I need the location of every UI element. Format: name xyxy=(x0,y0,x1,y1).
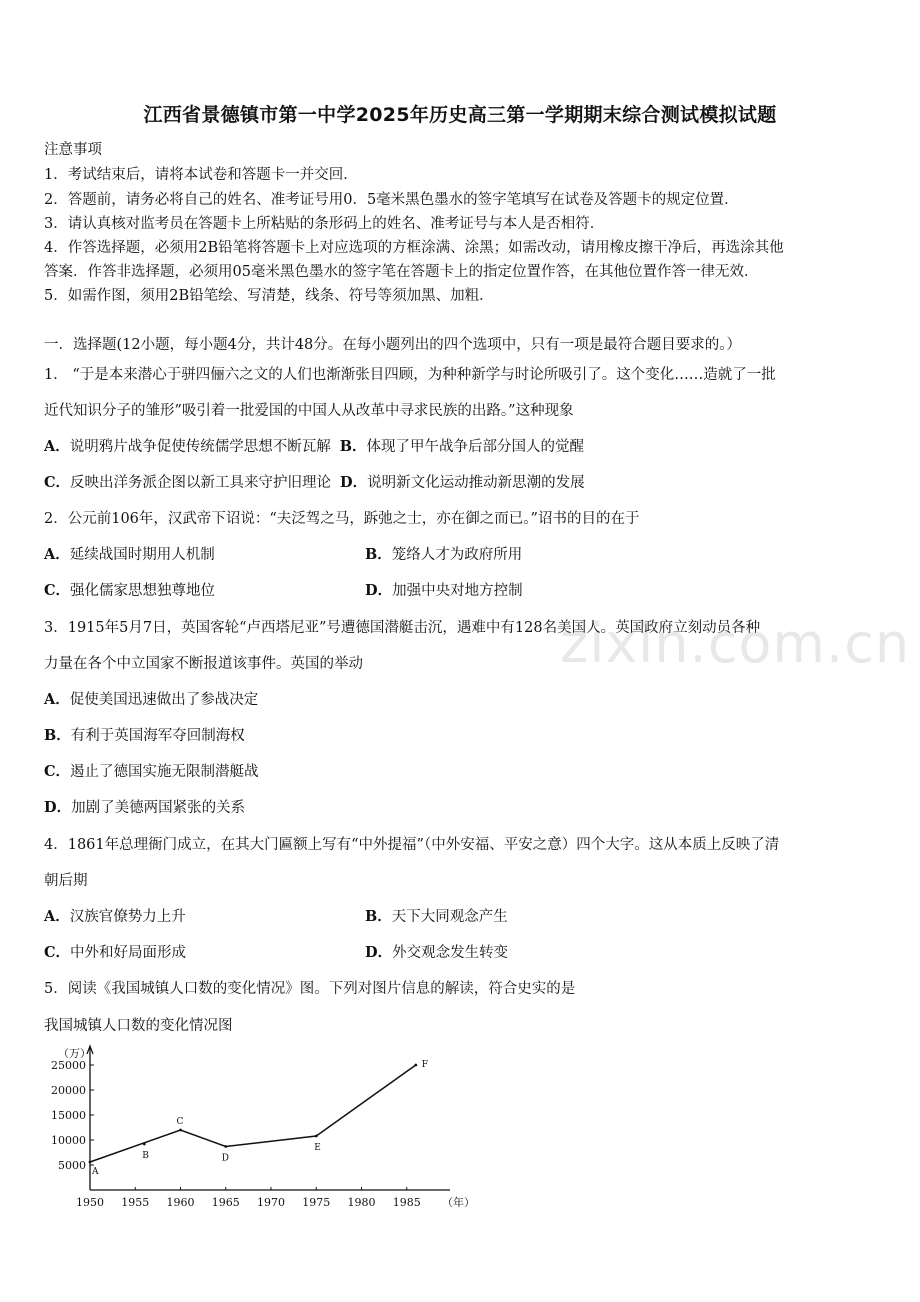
x-tick-label: 1975 xyxy=(302,1196,331,1209)
notice-item-2: 2．答题前，请务必将自己的姓名、准考证号用0．5毫米黑色墨水的签字笔填写在试卷及答题卡的规定位置． xyxy=(44,192,739,208)
q2-option-d-row xyxy=(365,579,523,600)
q3-option-b[interactable]: 有利于英国海军夺回制海权 xyxy=(70,728,245,744)
q2-option-d[interactable]: 加强中央对地方控制 xyxy=(392,583,523,599)
q3-option-d-letter: D． xyxy=(44,799,72,816)
data-point xyxy=(224,1145,227,1148)
q2-option-b-letter: B． xyxy=(365,546,392,563)
q1-options-ab xyxy=(44,435,584,456)
section-heading: 一．选择题(12小题，每小题4分，共计48分。在每小题列出的四个选项中，只有一项是最符合题目要求的。） xyxy=(44,337,742,353)
q3-option-b-letter: B． xyxy=(44,727,71,744)
q2-option-d-letter: D． xyxy=(365,582,393,599)
q4-option-b[interactable]: 天下大同观念产生 xyxy=(391,909,508,925)
q4-option-a-row xyxy=(44,905,186,926)
notice-item-3: 3．请认真核对监考员在答题卡上所粘贴的条形码上的姓名、准考证号与本人是否相符． xyxy=(44,216,605,232)
y-tick-label: 15000 xyxy=(51,1109,86,1122)
x-axis-unit: （年） xyxy=(442,1196,475,1209)
q3-option-c[interactable]: 遏止了德国实施无限制潜艇战 xyxy=(70,764,259,780)
q4-option-c[interactable]: 中外和好局面形成 xyxy=(70,945,187,961)
point-label: E xyxy=(314,1143,321,1153)
q4-stem-2: 朝后期 xyxy=(44,873,88,889)
q1-option-a-letter: A． xyxy=(44,438,70,455)
point-label: F xyxy=(421,1060,429,1070)
q1-option-b-letter: B． xyxy=(339,438,367,455)
q1-option-a[interactable]: 说明鸦片战争促使传统儒学思想不断瓦解 xyxy=(69,439,331,455)
q2-option-c-letter: C． xyxy=(44,582,71,599)
data-point xyxy=(179,1129,182,1132)
q1-option-b[interactable]: 体现了甲午战争后部分国人的觉醒 xyxy=(366,439,585,455)
x-tick-label: 1955 xyxy=(121,1196,150,1209)
q2-option-a-row xyxy=(44,543,215,564)
data-point xyxy=(143,1143,146,1146)
point-label: B xyxy=(142,1151,149,1161)
q2-option-b[interactable]: 笼络人才为政府所用 xyxy=(391,547,523,563)
q2-option-c-row xyxy=(44,579,215,600)
q3-stem-1: 3．1915年5月7日，英国客轮“卢西塔尼亚”号遭德国潜艇击沉，遇难中有128名美国人。英国政府立刻动员各种 xyxy=(44,620,761,636)
q4-option-a[interactable]: 汉族官僚势力上升 xyxy=(69,909,186,925)
q3-option-d-row xyxy=(44,796,245,817)
q3-option-c-row xyxy=(44,760,259,781)
y-axis-unit: （万） xyxy=(58,1047,91,1060)
q1-option-c[interactable]: 反映出洋务派企图以新工具来守护旧理论 xyxy=(70,475,332,491)
q1-stem-2: 近代知识分子的雏形”吸引着一批爱国的中国人从改革中寻求民族的出路。”这种现象 xyxy=(44,403,574,419)
q1-options-cd xyxy=(44,471,585,492)
y-tick-label: 20000 xyxy=(51,1084,86,1097)
q4-option-d-row xyxy=(365,941,508,962)
x-tick-label: 1965 xyxy=(211,1196,240,1209)
q1-option-c-letter: C． xyxy=(44,474,71,491)
q2-option-c[interactable]: 强化儒家思想独尊地位 xyxy=(70,583,216,599)
data-point xyxy=(89,1161,92,1164)
notice-heading: 注意事项 xyxy=(44,142,102,158)
q3-option-c-letter: C． xyxy=(44,763,71,780)
q3-option-b-row xyxy=(44,724,245,745)
q3-option-d[interactable]: 加剧了美德两国紧张的关系 xyxy=(71,800,246,816)
q2-stem: 2．公元前106年，汉武帝下诏说：“夫泛驾之马，跅弛之士，亦在御之而已。”诏书的目的在于 xyxy=(44,511,640,527)
q2-option-b-row xyxy=(365,543,522,564)
notice-item-4: 4．作答选择题，必须用2B铅笔将答题卡上对应选项的方框涂满、涂黑；如需改动，请用橡皮擦干净后，再选涂其他 xyxy=(44,240,784,256)
x-tick-label: 1960 xyxy=(166,1196,195,1209)
q5-stem: 5．阅读《我国城镇人口数的变化情况》图。下列对图片信息的解读，符合史实的是 xyxy=(44,981,576,997)
point-label: C xyxy=(176,1117,184,1127)
q4-option-c-letter: C． xyxy=(44,944,71,961)
chart-title: 我国城镇人口数的变化情况图 xyxy=(44,1018,233,1034)
q3-option-a[interactable]: 促使美国迅速做出了参战决定 xyxy=(69,692,259,708)
q1-option-d-letter: D． xyxy=(340,474,368,491)
q4-option-d[interactable]: 外交观念发生转变 xyxy=(392,945,509,961)
q1-stem-1: 1． “于是本来潜心于骈四俪六之文的人们也渐渐张目四顾，为种种新学与时论所吸引了。这个变化……造就了一批 xyxy=(44,367,776,383)
q2-option-a-letter: A． xyxy=(44,546,70,563)
data-point xyxy=(315,1135,318,1138)
q3-stem-2: 力量在各个中立国家不断报道该事件。英国的举动 xyxy=(44,656,363,672)
q4-option-a-letter: A． xyxy=(44,908,70,925)
x-tick-label: 1970 xyxy=(257,1196,285,1209)
x-tick-label: 1950 xyxy=(76,1196,104,1209)
q4-stem-1: 4．1861年总理衙门成立，在其大门匾额上写有“中外提福”（中外安福、平安之意）四个大字。这从本质上反映了清 xyxy=(44,837,780,853)
population-line-chart xyxy=(44,1042,494,1212)
x-tick-label: 1985 xyxy=(392,1196,421,1209)
notice-item-4-cont: 答案．作答非选择题，必须用05毫米黑色墨水的签字笔在答题卡上的指定位置作答，在其他位置作答一律无效． xyxy=(44,264,759,280)
q4-option-b-letter: B． xyxy=(365,908,392,925)
q2-option-a[interactable]: 延续战国时期用人机制 xyxy=(69,547,215,563)
q3-option-a-letter: A． xyxy=(44,691,70,708)
notice-item-1: 1．考试结束后，请将本试卷和答题卡一并交回． xyxy=(44,167,358,183)
q1-option-d[interactable]: 说明新文化运动推动新思潮的发展 xyxy=(367,475,585,491)
watermark: zixin.com.cn xyxy=(560,612,911,675)
y-tick-label: 5000 xyxy=(58,1159,86,1172)
notice-item-5: 5．如需作图，须用2B铅笔绘、写清楚，线条、符号等须加黑、加粗． xyxy=(44,288,494,304)
q4-option-b-row xyxy=(365,905,508,926)
q4-option-c-row xyxy=(44,941,186,962)
point-label: D xyxy=(221,1153,229,1164)
q4-option-d-letter: D． xyxy=(365,944,393,961)
point-label: A xyxy=(92,1167,99,1177)
page-title: 江西省景德镇市第一中学2025年历史高三第一学期期末综合测试模拟试题 xyxy=(143,104,777,126)
y-tick-label: 25000 xyxy=(51,1059,86,1072)
series-line xyxy=(90,1065,416,1162)
x-tick-label: 1980 xyxy=(347,1196,376,1209)
y-tick-label: 10000 xyxy=(51,1134,86,1147)
data-point xyxy=(414,1064,417,1067)
q3-option-a-row xyxy=(44,688,258,709)
